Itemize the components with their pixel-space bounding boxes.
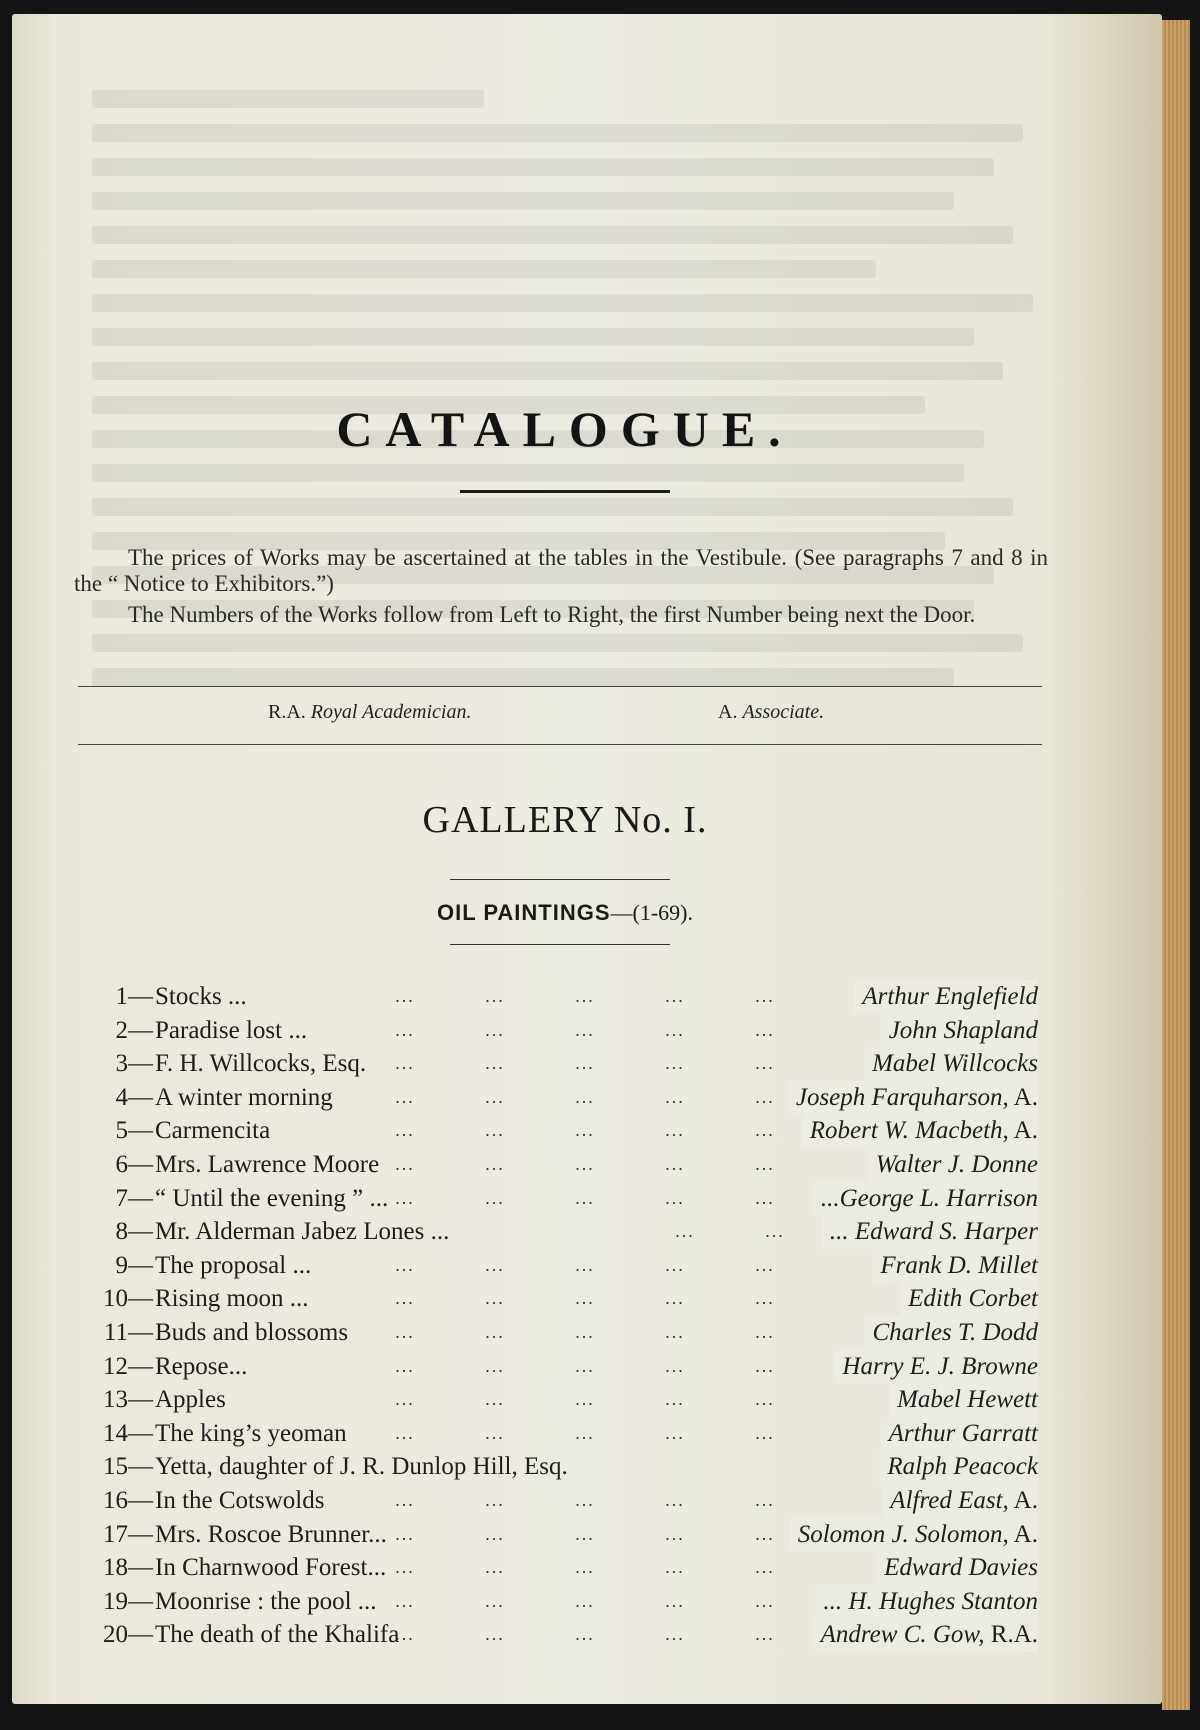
entry-dash: — — [128, 1150, 153, 1178]
page-title: CATALOGUE. — [336, 401, 794, 457]
entry-title: Moonrise : the pool ... — [155, 1587, 377, 1615]
entry-dash: — — [128, 1453, 153, 1481]
entry-number: 11 — [103, 1318, 128, 1346]
section-heading — [0, 900, 1130, 926]
entry-dash: — — [128, 1251, 153, 1279]
artist-name: Edith Corbet — [908, 1285, 1038, 1313]
entry-artist — [788, 1081, 1038, 1115]
entry-title: Carmencita — [155, 1117, 271, 1145]
entry-dash: — — [128, 1352, 153, 1380]
entry-dash: — — [128, 1083, 153, 1111]
entry-title: Mrs. Roscoe Brunner... — [155, 1520, 387, 1548]
entry-title: Rising moon ... — [155, 1285, 309, 1313]
entry-number: 5 — [115, 1117, 128, 1145]
catalogue-entry — [80, 1618, 1050, 1652]
entry-dash: — — [128, 1621, 153, 1649]
notice-numbers — [74, 602, 1048, 628]
entry-artist — [881, 1417, 1038, 1451]
entry-artist — [900, 1282, 1038, 1316]
leader-dots: ... ... — [675, 1221, 785, 1242]
leader-dots: ... ... ... ... ... — [395, 1120, 775, 1141]
catalogue-entry — [80, 1316, 1050, 1350]
leader-dots: ... ... ... ... ... — [395, 1086, 775, 1107]
artist-name: Alfred East, — [890, 1486, 1009, 1514]
entry-dash: — — [128, 1587, 153, 1615]
entry-dash: — — [128, 1554, 153, 1582]
abbreviation-ra-label: Royal Academician. — [310, 701, 472, 723]
leader-dots: ... ... ... ... ... — [395, 1489, 775, 1510]
entry-number: 14 — [103, 1419, 128, 1447]
artist-name: ... Edward S. Harper — [829, 1218, 1038, 1246]
entry-artist — [864, 1047, 1038, 1081]
artist-name: Mabel Willcocks — [872, 1050, 1038, 1078]
artist-name: John Shapland — [888, 1016, 1038, 1044]
entry-number: 10 — [103, 1285, 128, 1313]
leader-dots: ... ... ... ... ... — [395, 1019, 775, 1040]
catalogue-entry — [80, 1450, 1050, 1484]
entry-artist — [854, 980, 1038, 1014]
catalogue-entry — [80, 1215, 1050, 1249]
entry-dash: — — [128, 1386, 153, 1414]
abbreviation-ra-code: R.A. — [268, 701, 306, 723]
catalogue-entry — [80, 1551, 1050, 1585]
catalogue-entry — [80, 1484, 1050, 1518]
artist-name: Arthur Garratt — [888, 1419, 1038, 1447]
entry-artist — [881, 1014, 1038, 1048]
catalogue-entry — [80, 1383, 1050, 1417]
entry-artist — [864, 1316, 1038, 1350]
leader-dots: ... ... ... ... ... — [395, 1254, 775, 1275]
entry-dash: — — [128, 1050, 153, 1078]
catalogue-entry — [80, 1282, 1050, 1316]
artist-name: Frank D. Millet — [880, 1251, 1038, 1279]
entry-title: A winter morning — [155, 1083, 333, 1111]
artist-name: Harry E. J. Browne — [842, 1352, 1038, 1380]
notice-prices — [74, 545, 1048, 597]
entry-artist — [868, 1148, 1038, 1182]
entry-artist — [815, 1585, 1038, 1619]
entry-artist — [889, 1383, 1038, 1417]
artist-name: Edward Davies — [884, 1554, 1038, 1582]
entry-number: 12 — [103, 1352, 128, 1380]
entry-title: In Charnwood Forest... — [155, 1554, 387, 1582]
title-rule — [460, 490, 670, 493]
artist-name: Robert W. Macbeth, — [809, 1117, 1009, 1145]
artist-name: Joseph Farquharson, — [795, 1083, 1009, 1111]
entry-number: 2 — [115, 1016, 128, 1044]
entry-number: 15 — [103, 1453, 128, 1481]
entry-artist — [802, 1114, 1038, 1148]
leader-dots: ... ... ... ... ... — [395, 1053, 775, 1074]
section-title: OIL PAINTINGS — [436, 900, 611, 925]
catalogue-entry — [80, 1014, 1050, 1048]
notice-numbers-text: The Numbers of the Works follow from Left to Right, the first Number being next the Door. — [128, 602, 976, 627]
book-fore-edge — [1162, 20, 1190, 1710]
artist-name: Mabel Hewett — [897, 1386, 1038, 1414]
entry-title: Stocks ... — [155, 983, 247, 1010]
artist-name: Walter J. Donne — [875, 1150, 1038, 1178]
catalogue-entry — [80, 1417, 1050, 1451]
divider-bottom — [78, 744, 1042, 745]
entry-artist — [822, 1215, 1038, 1249]
entry-dash: — — [128, 983, 153, 1010]
leader-dots: ... ... ... ... ... — [395, 1355, 775, 1376]
entry-number: 4 — [115, 1083, 128, 1111]
entry-dash: — — [128, 1184, 153, 1212]
entry-title: Yetta, daughter of J. R. Dunlop Hill, Esq. — [155, 1453, 568, 1481]
entry-artist — [790, 1518, 1038, 1552]
entry-artist — [879, 1450, 1038, 1484]
artist-name: Arthur Englefield — [862, 983, 1038, 1010]
entry-title: The proposal ... — [155, 1251, 312, 1279]
leader-dots: ... ... ... ... ... — [395, 1288, 775, 1309]
leader-dots: ... ... ... ... ... — [395, 986, 775, 1006]
entry-number: 20 — [103, 1621, 128, 1649]
entry-number: 19 — [103, 1587, 128, 1615]
artist-name: Solomon J. Solomon, — [797, 1520, 1009, 1548]
divider-top — [78, 686, 1042, 687]
entry-dash: — — [128, 1117, 153, 1145]
entry-title: Buds and blossoms — [155, 1318, 349, 1346]
leader-dots: ... ... ... ... ... — [395, 1389, 775, 1410]
artist-suffix: A. — [1008, 1486, 1038, 1514]
entry-title: Apples — [155, 1386, 226, 1414]
artist-name: ... H. Hughes Stanton — [823, 1587, 1038, 1615]
entry-number: 18 — [103, 1554, 128, 1582]
entry-dash: — — [128, 1285, 153, 1313]
leader-dots: ... ... ... ... ... — [395, 1590, 775, 1611]
entry-dash: — — [128, 1419, 153, 1447]
entry-number: 17 — [103, 1520, 128, 1548]
section-range: —(1-69). — [610, 900, 693, 925]
entry-title: The king’s yeoman — [155, 1419, 347, 1447]
entry-number: 1 — [115, 983, 128, 1010]
entry-number: 9 — [115, 1251, 128, 1279]
entry-dash: — — [128, 1218, 153, 1246]
leader-dots: ... ... ... ... ... — [395, 1523, 775, 1544]
entry-title: In the Cotswolds — [155, 1486, 325, 1514]
entry-title: Mr. Alderman Jabez Lones ... — [155, 1218, 450, 1246]
abbreviation-a-label: Associate. — [742, 701, 825, 723]
catalogue-entry — [80, 1182, 1050, 1216]
entry-title: Repose... — [155, 1352, 248, 1380]
entry-number: 13 — [103, 1386, 128, 1414]
entry-title: F. H. Willcocks, Esq. — [155, 1050, 367, 1078]
entry-artist — [882, 1484, 1038, 1518]
leader-dots: ... ... ... ... ... — [395, 1624, 775, 1645]
catalogue-entry — [80, 980, 1050, 1014]
catalogue-entry — [80, 1350, 1050, 1384]
abbreviation-a — [718, 701, 824, 724]
entry-dash: — — [128, 1486, 153, 1514]
entry-artist — [813, 1618, 1038, 1652]
artist-suffix: A. — [1008, 1083, 1038, 1111]
catalogue-entry — [80, 1047, 1050, 1081]
catalogue-entry — [80, 1585, 1050, 1619]
abbreviation-ra — [268, 701, 472, 724]
artist-suffix: A. — [1008, 1520, 1038, 1548]
entry-number: 3 — [115, 1050, 128, 1078]
entry-dash: — — [128, 1520, 153, 1548]
artist-suffix: A. — [1008, 1117, 1038, 1145]
leader-dots: ... ... ... ... ... — [395, 1321, 775, 1342]
section-rule-bottom — [450, 944, 670, 945]
entry-dash: — — [128, 1318, 153, 1346]
entry-artist — [876, 1551, 1038, 1585]
artist-name: Ralph Peacock — [887, 1453, 1038, 1481]
abbreviation-a-code: A. — [718, 701, 738, 723]
entry-artist — [872, 1249, 1038, 1283]
catalogue-entry — [80, 1249, 1050, 1283]
catalogue-entry — [80, 1081, 1050, 1115]
artist-name: Andrew C. Gow, — [820, 1621, 985, 1649]
artist-name: Charles T. Dodd — [872, 1318, 1038, 1346]
section-rule-top — [450, 879, 670, 880]
catalogue-entry — [80, 1114, 1050, 1148]
leader-dots: ... ... ... ... ... — [395, 1557, 775, 1578]
entry-number: 16 — [103, 1486, 128, 1514]
entry-number: 8 — [115, 1218, 128, 1246]
entry-title: Paradise lost ... — [155, 1016, 308, 1044]
notice-prices-text: The prices of Works may be ascertained at the tables in the Vestibule. (See paragraphs 7 and 8 in the “ Notice to Exhibitors.”) — [74, 545, 1048, 596]
artist-suffix: R.A. — [984, 1621, 1038, 1649]
leader-dots: ... ... ... ... ... — [395, 1422, 775, 1443]
entry-number: 7 — [115, 1184, 128, 1212]
entry-dash: — — [128, 1016, 153, 1044]
entry-title: The death of the Khalifa — [155, 1621, 400, 1649]
entry-title: “ Until the evening ” ... — [155, 1184, 389, 1212]
catalogue-entry — [80, 1148, 1050, 1182]
entry-list — [80, 980, 1050, 1652]
leader-dots: ... ... ... ... ... — [395, 1153, 775, 1174]
catalogue-entry — [80, 1518, 1050, 1552]
entry-title: Mrs. Lawrence Moore — [155, 1150, 380, 1178]
gallery-title: GALLERY No. I. — [422, 799, 708, 841]
leader-dots: ... ... ... ... ... — [395, 1187, 775, 1208]
artist-name: ...George L. Harrison — [820, 1184, 1038, 1212]
entry-artist — [834, 1350, 1038, 1384]
entry-artist — [813, 1182, 1038, 1216]
entry-number: 6 — [115, 1150, 128, 1178]
